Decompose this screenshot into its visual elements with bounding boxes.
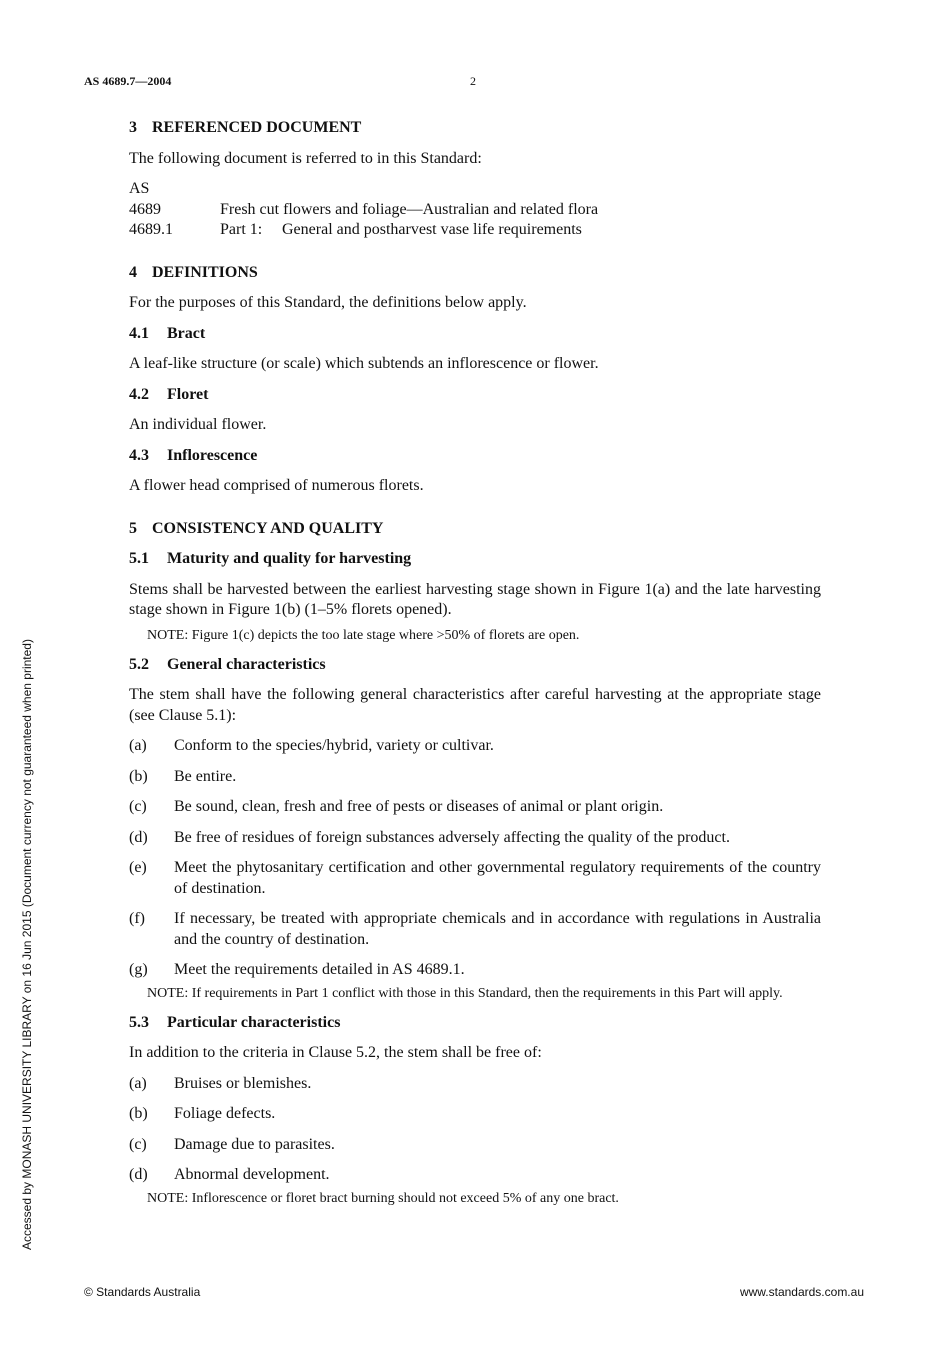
list-item: (c) Damage due to parasites. (129, 1135, 335, 1153)
list-item: (a) Bruises or blemishes. (129, 1074, 312, 1092)
section-4-heading: 4 DEFINITIONS (129, 263, 258, 281)
reference-list (129, 179, 821, 241)
list-item: (e) Meet the phytosanitary certification and other governmental regulatory requirements of the country of destination. (129, 859, 821, 897)
list-item: (c) Be sound, clean, fresh and free of pests or diseases of animal or plant origin. (129, 798, 664, 815)
clause-5-3-heading: 5.3 Particular characteristics (129, 1013, 341, 1031)
clause-5-3-text: In addition to the criteria in Clause 5.2, the stem shall be free of: (129, 1044, 542, 1061)
definition-text-floret: An individual flower. (129, 416, 267, 433)
list-item: (b) Foliage defects. (129, 1105, 276, 1122)
clause-5-1-text: Stems shall be harvested between the earliest harvesting stage shown in Figure 1(a) and the late harvesting stage shown in Figure 1(b) (1–5% florets opened). (129, 580, 821, 618)
footer-website-link[interactable]: www.standards.com.au (739, 1285, 864, 1299)
clause-5-2-heading: 5.2 General characteristics (129, 655, 326, 673)
section-3-heading: 3 REFERENCED DOCUMENT (129, 119, 362, 136)
standard-code: AS 4689.7—2004 (84, 74, 172, 88)
reference-as-label: AS (129, 180, 150, 197)
clause-5-1-note: NOTE: Figure 1(c) depicts the too late stage where >50% of florets are open. (147, 627, 580, 643)
footer-copyright: © Standards Australia (84, 1285, 201, 1299)
reference-row: 4689.1 Part 1: General and postharvest vase life requirements (129, 221, 582, 238)
list-item: (a) Conform to the species/hybrid, variety or cultivar. (129, 737, 494, 754)
definition-text-inflorescence: A flower head comprised of numerous florets. (129, 477, 424, 494)
section-4-intro: For the purposes of this Standard, the definitions below apply. (129, 294, 527, 311)
list-item: (f) If necessary, be treated with appropriate chemicals and in accordance with regulations in Australia and the country of destination. (129, 910, 821, 948)
reference-row: 4689 Fresh cut flowers and foliage—Australian and related flora (129, 200, 599, 218)
definition-text-bract: A leaf-like structure (or scale) which subtends an inflorescence or flower. (129, 355, 599, 372)
list-item: (d) Be free of residues of foreign substances adversely affecting the quality of the product. (129, 828, 730, 846)
section-5-heading: 5 CONSISTENCY AND QUALITY (129, 519, 384, 537)
definition-heading-bract: 4.1 Bract (129, 324, 206, 342)
section-3-intro: The following document is referred to in this Standard: (129, 149, 482, 167)
access-watermark: Accessed by MONASH UNIVERSITY LIBRARY on 16 Jun 2015 (Document currency not guaranteed when printed) (20, 639, 34, 1250)
clause-5-2-note: NOTE: If requirements in Part 1 conflict with those in this Standard, then the requirements in this Part will apply. (147, 985, 783, 1001)
page-number: 2 (470, 74, 476, 88)
document-body (129, 118, 821, 1208)
clause-5-3-note: NOTE: Inflorescence or floret bract burning should not exceed 5% of any one bract. (147, 1190, 619, 1206)
list-item: (b) Be entire. (129, 767, 237, 785)
definition-heading-floret: 4.2 Floret (129, 385, 209, 403)
clause-5-1-heading: 5.1 Maturity and quality for harvesting (129, 550, 412, 567)
list-item: (g) Meet the requirements detailed in AS 4689.1. (129, 961, 465, 978)
list-item: (d) Abnormal development. (129, 1166, 330, 1183)
clause-5-2-text: The stem shall have the following general characteristics after careful harvesting at the appropriate stage (see Clause 5.1): (129, 686, 821, 724)
definition-heading-inflorescence: 4.3 Inflorescence (129, 446, 258, 464)
